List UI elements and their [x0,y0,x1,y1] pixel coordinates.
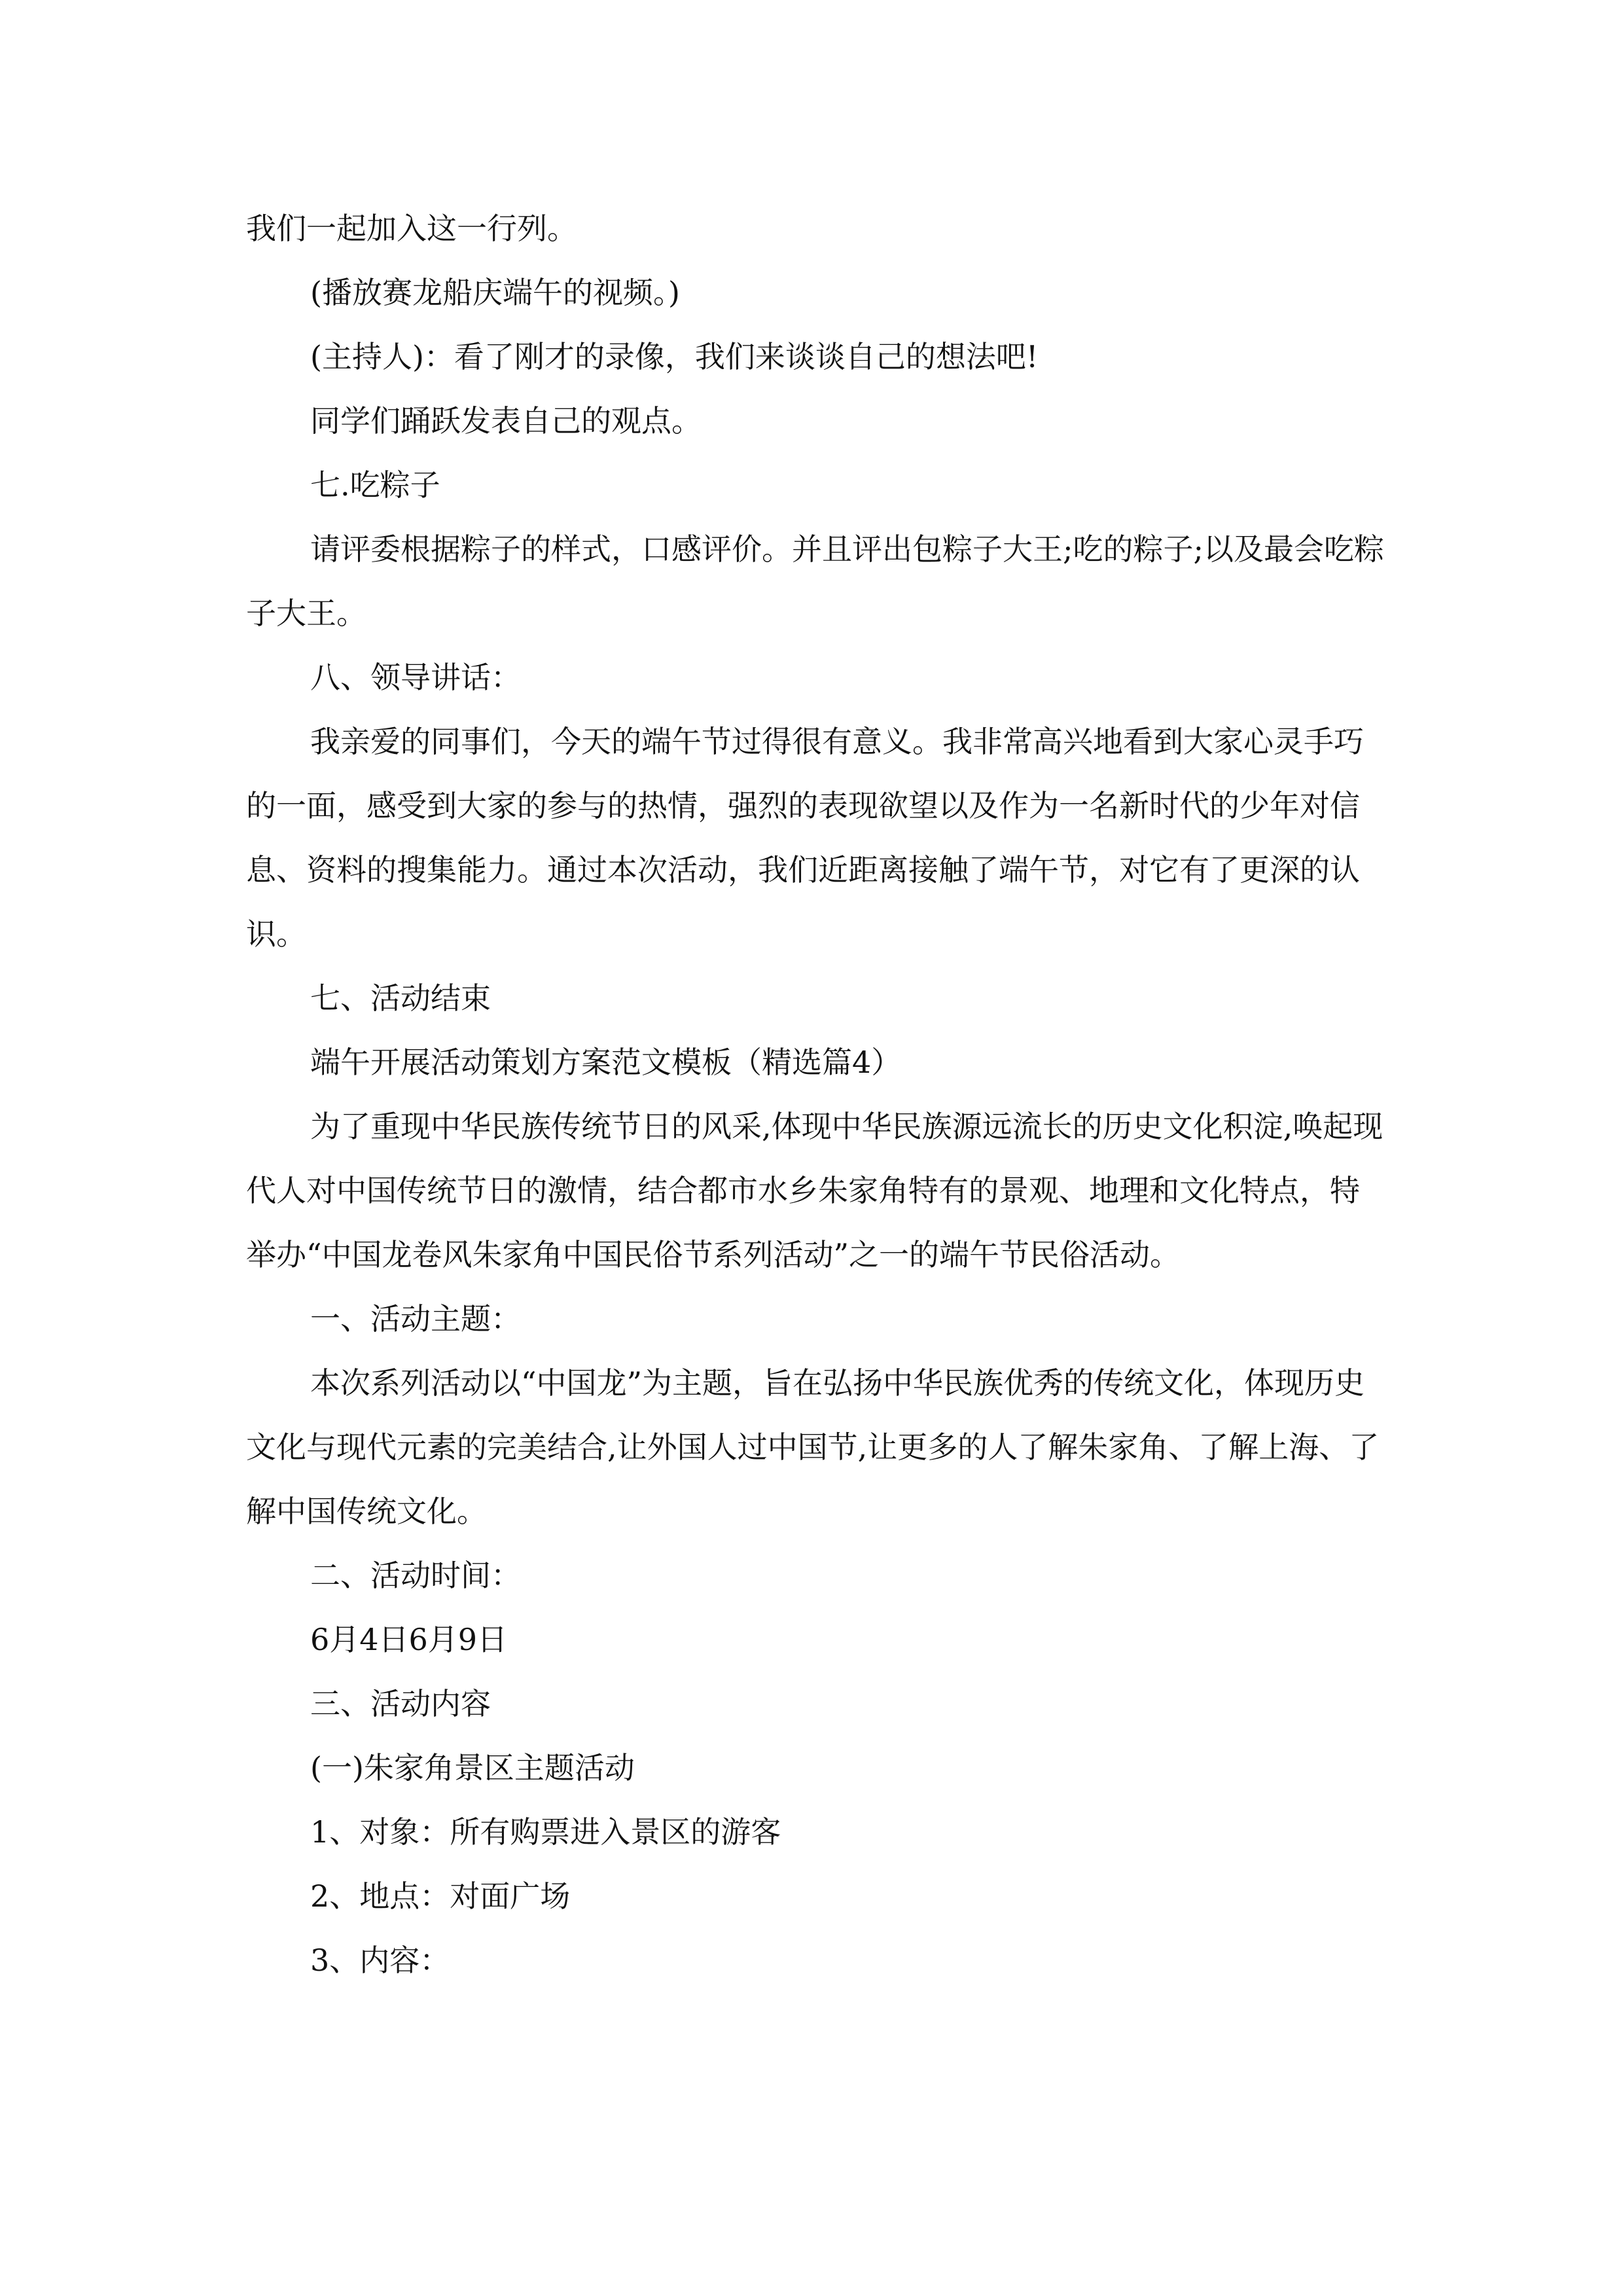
section-heading: 七.吃粽子 [310,467,440,503]
section-heading: 三、活动内容 [310,1686,491,1721]
paragraph: 本次系列活动以“中国龙”为主题，旨在弘扬中华民族优秀的传统文化，体现历史文化与现代元素的完美结合,让外国人过中国节,让更多的人了解朱家角、了解上海、了解中国传统文化。 [246,1365,1380,1529]
paragraph: 我亲爱的同事们，今天的端午节过得很有意义。我非常高兴地看到大家心灵手巧的一面，感受到大家的参与的热情，强烈的表现欲望以及作为一名新时代的少年对信息、资料的搜集能力。通过本次活动，我们近距离接触了端午节，对它有了更深的认识。 [246,724,1364,952]
section-heading: 八、领导讲话： [310,660,521,695]
section-heading: 一、活动主题： [310,1301,521,1336]
section-heading: 七、活动结束 [310,980,491,1016]
document-body [246,196,1385,1992]
paragraph: (播放赛龙船庆端午的视频。) [310,275,680,310]
paragraph: 我们一起加入这一行列。 [246,211,577,246]
section-heading: 二、活动时间： [310,1558,521,1593]
paragraph: (主持人)：看了刚才的录像，我们来谈谈自己的想法吧! [310,339,1039,374]
document-title: 端午开展活动策划方案范文模板（精选篇4） [310,1045,902,1080]
paragraph: 6月4日6月9日 [310,1622,508,1657]
paragraph: 同学们踊跃发表自己的观点。 [310,403,702,439]
subsection-heading: (一)朱家角景区主题活动 [310,1750,635,1785]
list-item: 2、地点：对面广场 [310,1878,571,1914]
paragraph: 请评委根据粽子的样式，口感评价。并且评出包粽子大王;吃的粽子;以及最会吃粽子大王。 [246,531,1384,631]
list-item: 1、对象：所有购票进入景区的游客 [310,1814,781,1850]
list-item: 3、内容： [310,1943,450,1978]
paragraph: 为了重现中华民族传统节日的风采,体现中华民族源远流长的历史文化积淀,唤起现代人对中国传统节日的激情，结合都市水乡朱家角特有的景观、地理和文化特点，特举办“中国龙卷风朱家角中国民俗节系列活动”之一的端午节民俗活动。 [246,1109,1383,1272]
